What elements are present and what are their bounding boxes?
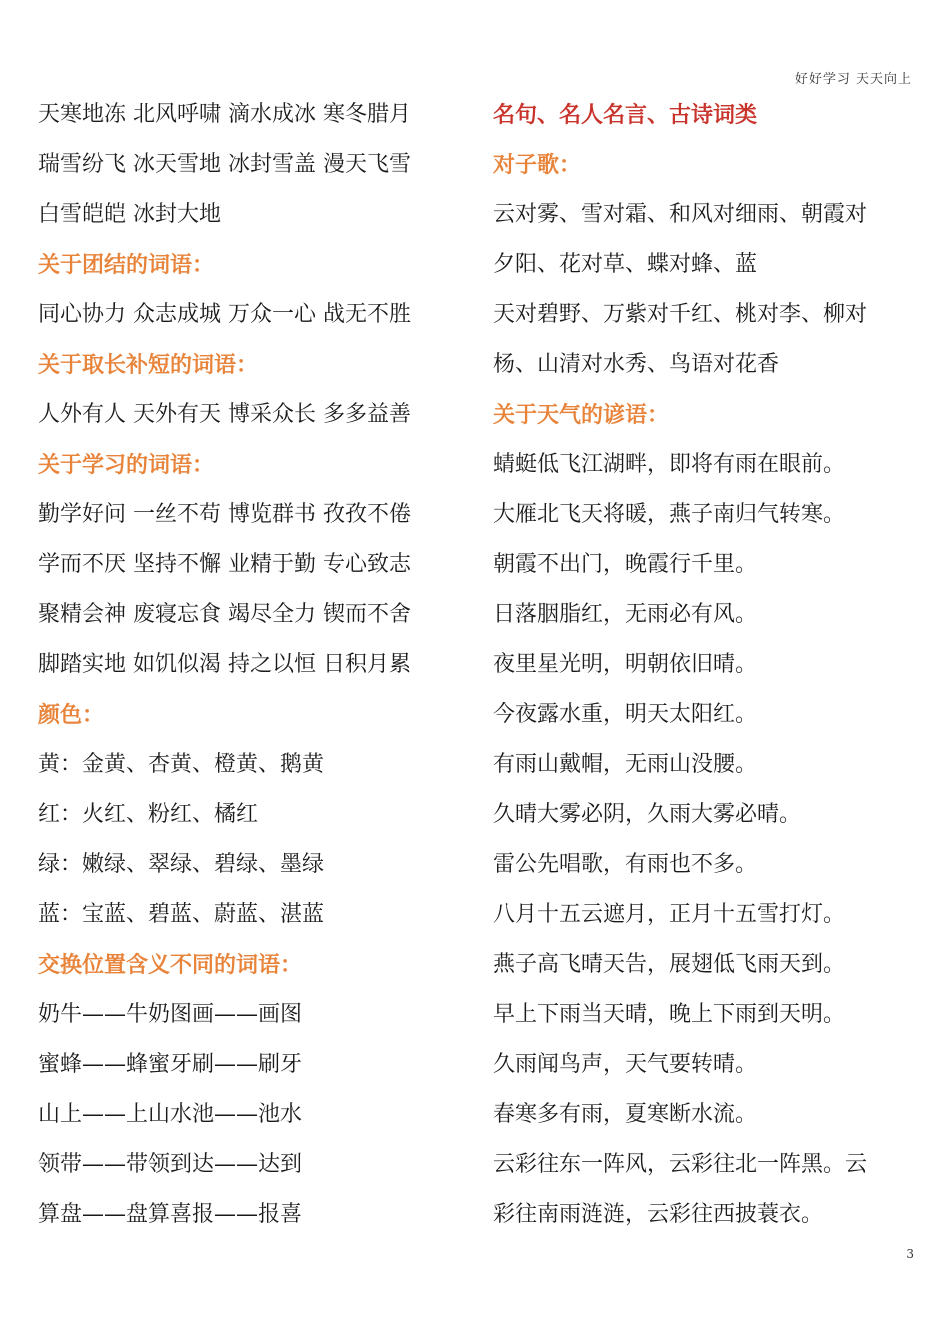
text-line: 春寒多有雨，夏寒断水流。 bbox=[493, 1102, 758, 1127]
text-line: 学而不厌 坚持不懈 业精于勤 专心致志 bbox=[38, 552, 411, 577]
text-line: 黄：金黄、杏黄、橙黄、鹅黄 bbox=[38, 752, 325, 777]
section-heading: 关于取长补短的词语： bbox=[38, 352, 259, 378]
text-line: 脚踏实地 如饥似渴 持之以恒 日积月累 bbox=[38, 652, 411, 677]
text-line: 雷公先唱歌，有雨也不多。 bbox=[493, 852, 758, 877]
text-line: 久雨闻鸟声，天气要转晴。 bbox=[493, 1052, 758, 1077]
text-line: 云对雾、雪对霜、和风对细雨、朝霞对 bbox=[493, 202, 868, 227]
text-line: 今夜露水重，明天太阳红。 bbox=[493, 702, 758, 727]
text-line: 大雁北飞天将暖，燕子南归气转寒。 bbox=[493, 502, 846, 527]
text-line: 奶牛——牛奶图画——画图 bbox=[38, 1002, 303, 1027]
text-line: 人外有人 天外有天 博采众长 多多益善 bbox=[38, 402, 411, 427]
text-line: 山上——上山水池——池水 bbox=[38, 1102, 303, 1127]
section-heading: 关于团结的词语： bbox=[38, 252, 215, 278]
section-heading: 关于学习的词语： bbox=[38, 452, 215, 478]
text-line: 天对碧野、万紫对千红、桃对李、柳对 bbox=[493, 302, 868, 327]
section-heading: 交换位置含义不同的词语： bbox=[38, 952, 303, 978]
text-line: 同心协力 众志成城 万众一心 战无不胜 bbox=[38, 302, 411, 327]
text-line: 天寒地冻 北风呼啸 滴水成冰 寒冬腊月 bbox=[38, 102, 411, 127]
text-line: 夜里星光明，明朝依旧晴。 bbox=[493, 652, 758, 677]
text-line: 聚精会神 废寝忘食 竭尽全力 锲而不舍 bbox=[38, 602, 411, 627]
text-line: 领带——带领到达——达到 bbox=[38, 1152, 303, 1177]
text-line: 蓝：宝蓝、碧蓝、蔚蓝、湛蓝 bbox=[38, 902, 325, 927]
text-line: 白雪皑皑 冰封大地 bbox=[38, 202, 221, 227]
text-line: 彩往南雨涟涟，云彩往西披蓑衣。 bbox=[493, 1202, 824, 1227]
right-column bbox=[493, 90, 923, 1240]
text-line: 蜜蜂——蜂蜜牙刷——刷牙 bbox=[38, 1052, 303, 1077]
text-line: 早上下雨当天晴，晚上下雨到天明。 bbox=[493, 1002, 846, 1027]
text-line: 勤学好问 一丝不苟 博览群书 孜孜不倦 bbox=[38, 502, 411, 527]
page-header: 好好学习 天天向上 bbox=[794, 72, 912, 87]
text-line: 朝霞不出门，晚霞行千里。 bbox=[493, 552, 758, 577]
section-heading: 名句、名人名言、古诗词类 bbox=[493, 102, 758, 128]
text-line: 燕子高飞晴天告，展翅低飞雨天到。 bbox=[493, 952, 846, 977]
text-line: 云彩往东一阵风，云彩往北一阵黑。云 bbox=[493, 1152, 868, 1177]
text-line: 杨、山清对水秀、鸟语对花香 bbox=[493, 352, 780, 377]
text-line: 久晴大雾必阴，久雨大雾必晴。 bbox=[493, 802, 802, 827]
text-line: 夕阳、花对草、蝶对蜂、蓝 bbox=[493, 252, 758, 277]
section-heading: 颜色： bbox=[38, 702, 105, 728]
section-heading: 对子歌： bbox=[493, 152, 582, 178]
text-line: 有雨山戴帽，无雨山没腰。 bbox=[493, 752, 758, 777]
text-line: 八月十五云遮月，正月十五雪打灯。 bbox=[493, 902, 846, 927]
text-line: 红：火红、粉红、橘红 bbox=[38, 802, 259, 827]
text-line: 算盘——盘算喜报——报喜 bbox=[38, 1202, 303, 1227]
text-line: 蜻蜓低飞江湖畔，即将有雨在眼前。 bbox=[493, 452, 846, 477]
text-line: 日落胭脂红，无雨必有风。 bbox=[493, 602, 758, 627]
text-line: 绿：嫩绿、翠绿、碧绿、墨绿 bbox=[38, 852, 325, 877]
text-line: 瑞雪纷飞 冰天雪地 冰封雪盖 漫天飞雪 bbox=[38, 152, 411, 177]
section-heading: 关于天气的谚语： bbox=[493, 402, 670, 428]
page-number: 3 bbox=[906, 1247, 914, 1261]
left-column bbox=[38, 90, 468, 1240]
